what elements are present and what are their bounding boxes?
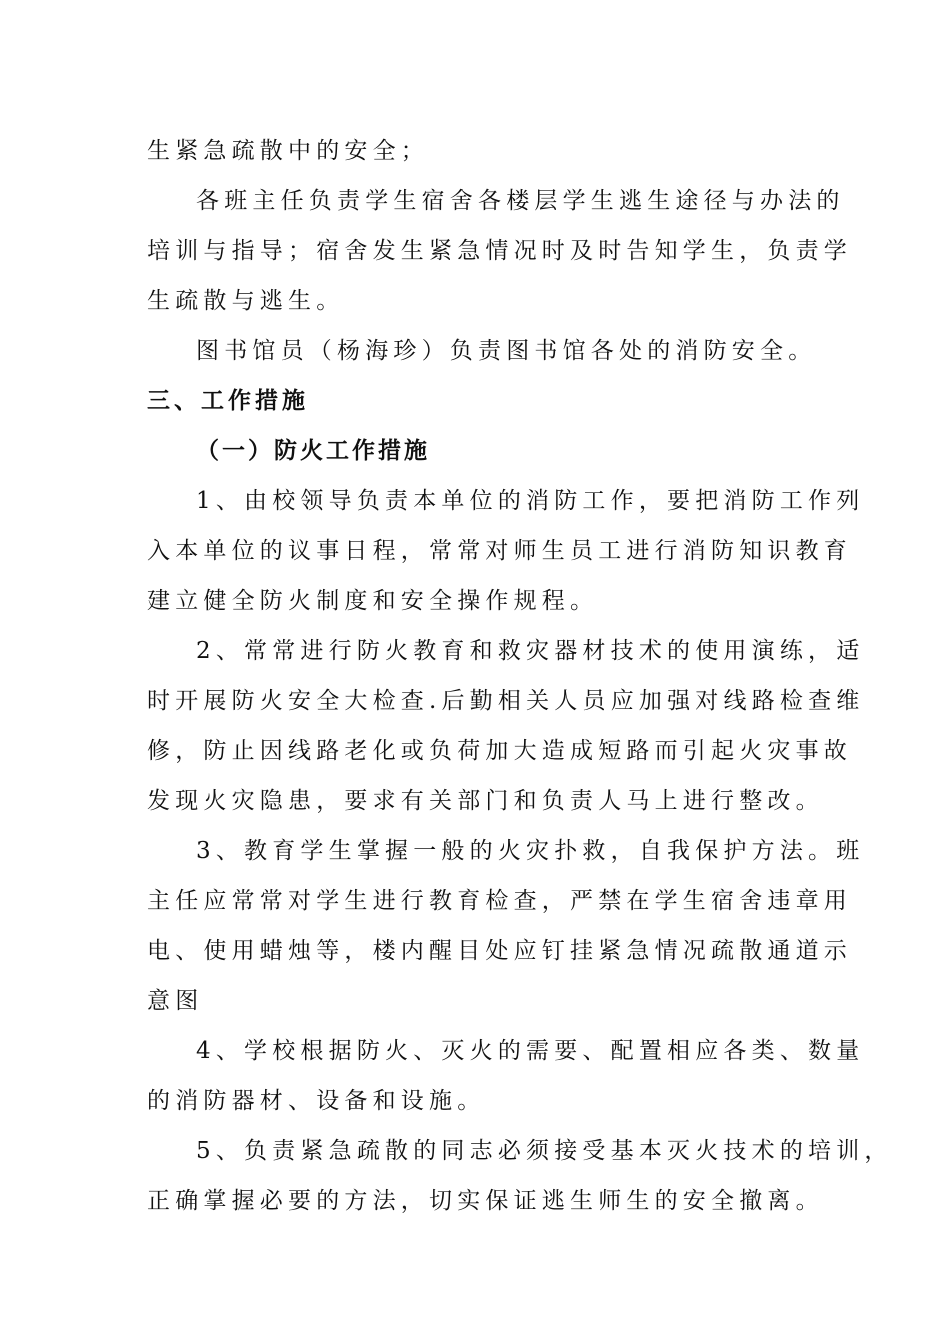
paragraph-line: 意图	[147, 988, 204, 1014]
paragraph-line: 各班主任负责学生宿舍各楼层学生逃生途径与办法的	[196, 188, 845, 214]
paragraph-line: 生疏散与逃生。	[147, 288, 345, 314]
paragraph-line: 培训与指导；宿舍发生紧急情况时及时告知学生，负责学	[147, 238, 852, 264]
paragraph-line: 2、常常进行防火教育和救灾器材技术的使用演练，适	[196, 638, 865, 664]
paragraph-line: 正确掌握必要的方法，切实保证逃生师生的安全撤离。	[147, 1188, 824, 1214]
paragraph-line: 4、学校根据防火、灭火的需要、配置相应各类、数量	[196, 1038, 865, 1064]
paragraph-line: 主任应常常对学生进行教育检查，严禁在学生宿舍违章用	[147, 888, 852, 914]
paragraph-line: 1、由校领导负责本单位的消防工作，要把消防工作列	[196, 488, 865, 514]
subsection-heading: （一）防火工作措施	[196, 438, 430, 464]
paragraph-line: 3、教育学生掌握一般的火灾扑救，自我保护方法。班	[196, 838, 865, 864]
paragraph-line: 建立健全防火制度和安全操作规程。	[147, 588, 599, 614]
paragraph-line: 生紧急疏散中的安全；	[147, 138, 429, 164]
paragraph-line: 发现火灾隐患，要求有关部门和负责人马上进行整改。	[147, 788, 824, 814]
paragraph-line: 5、负责紧急疏散的同志必须接受基本灭火技术的培训，	[196, 1138, 893, 1164]
section-heading: 三、工作措施	[147, 388, 309, 414]
paragraph-line: 的消防器材、设备和设施。	[147, 1088, 486, 1114]
paragraph-line: 电、使用蜡烛等，楼内醒目处应钉挂紧急情况疏散通道示	[147, 938, 852, 964]
paragraph-line: 图书馆员（杨海珍）负责图书馆各处的消防安全。	[196, 338, 817, 364]
paragraph-line: 入本单位的议事日程，常常对师生员工进行消防知识教育	[147, 538, 852, 564]
paragraph-line: 修，防止因线路老化或负荷加大造成短路而引起火灾事故	[147, 738, 852, 764]
paragraph-line: 时开展防火安全大检查.后勤相关人员应加强对线路检查维	[147, 688, 865, 714]
